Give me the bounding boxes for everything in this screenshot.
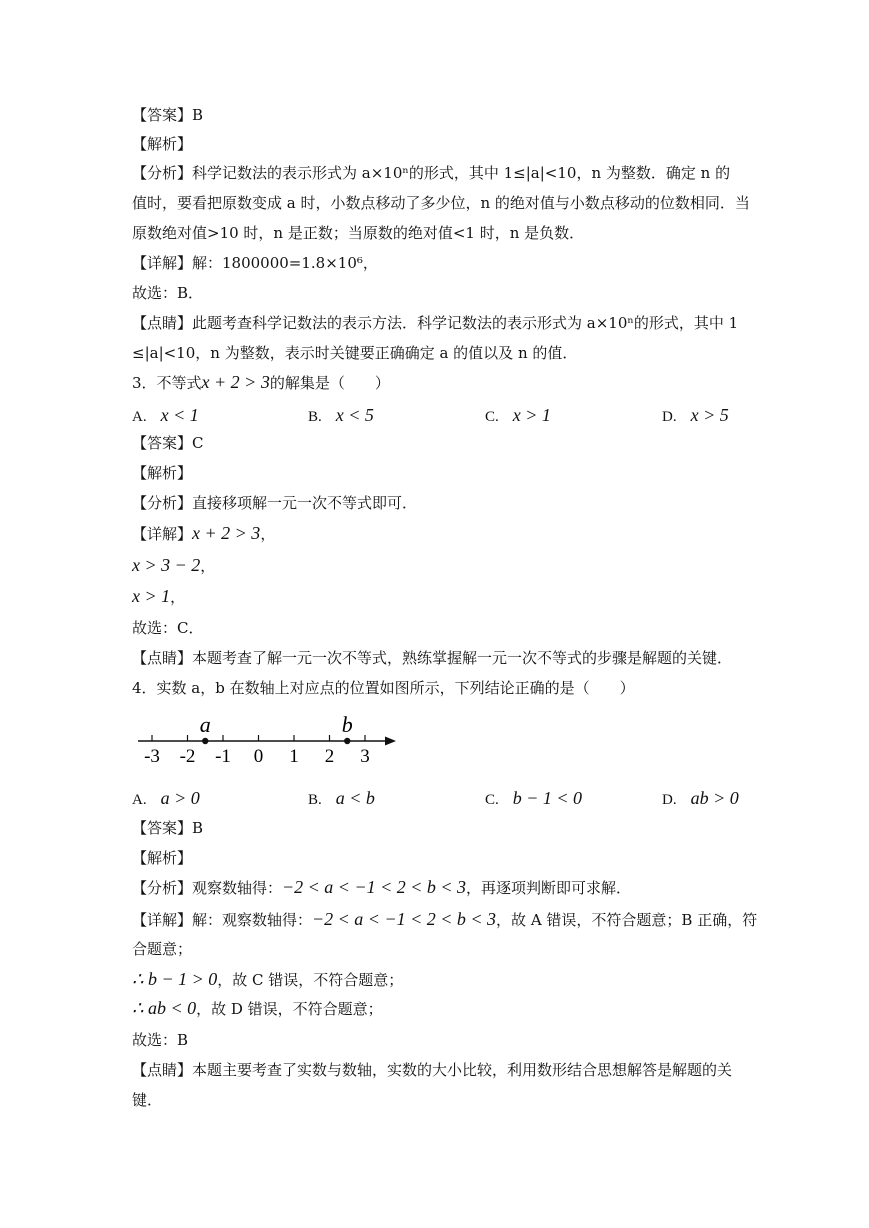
- q2-fenxi-line-3: 原数绝对值>10 时，n 是正数；当原数的绝对值<1 时，n 是负数．: [132, 224, 585, 242]
- q3-analysis-heading: 【解析】: [132, 464, 193, 482]
- q4-step-c-suffix: ，故 C 错误，不符合题意；: [217, 971, 404, 989]
- q3-detail-math: x + 2 > 3: [192, 523, 261, 543]
- q4-fenxi-suffix: ，再逐项判断即可求解．: [466, 879, 632, 897]
- number-line-tick-label: -1: [215, 746, 231, 767]
- q4-step-c-math: ∴ b − 1 > 0: [132, 969, 218, 989]
- number-line-arrow: [385, 737, 396, 746]
- q3-comment: 【点睛】本题考查了解一元一次不等式，熟练掌握解一元一次不等式的步骤是解题的关键．: [132, 649, 733, 667]
- q3-option-d: [662, 404, 729, 428]
- q4-option-d-math: ab > 0: [690, 788, 739, 808]
- q2-comment-line-1: 【点睛】此题考查科学记数法的表示方法．科学记数法的表示形式为 a×10ⁿ的形式，其中 1: [132, 314, 739, 332]
- q3-fenxi: 【分析】直接移项解一元一次不等式即可．: [132, 494, 418, 512]
- q2-answer: 【答案】B: [132, 106, 204, 124]
- q4-option-c: [485, 787, 582, 811]
- q2-fenxi-line-1: 【分析】科学记数法的表示形式为 a×10ⁿ的形式，其中 1≤|a|<10，n 为整数．确定 n 的: [132, 164, 731, 182]
- q4-option-b-math: a < b: [335, 788, 375, 808]
- q3-option-d-label: D.: [662, 409, 677, 425]
- number-line-tick-label: 1: [289, 746, 299, 767]
- q4-detail-line-1: [132, 909, 757, 930]
- q3-option-b: [308, 404, 374, 428]
- q3-step-2-math: x > 1: [132, 586, 171, 606]
- q4-option-c-math: b − 1 < 0: [512, 788, 583, 808]
- q4-fenxi: [132, 877, 631, 898]
- q3-option-a-math: x < 1: [160, 405, 199, 425]
- q3-stem: [132, 372, 390, 393]
- q2-choose: 故选：B．: [132, 284, 204, 302]
- q2-analysis-heading: 【解析】: [132, 135, 193, 153]
- q3-stem-math: x + 2 > 3: [201, 372, 270, 392]
- number-line-tick-label: 0: [253, 746, 264, 767]
- q4-detail-math: −2 < a < −1 < 2 < b < 3: [312, 909, 497, 929]
- q3-option-c: [485, 404, 551, 428]
- number-line-figure: [132, 710, 402, 770]
- q4-choose: 故选：B: [132, 1031, 189, 1049]
- q4-detail-line-2: 合题意；: [132, 940, 193, 958]
- q4-option-d-label: D.: [662, 792, 677, 808]
- q4-option-c-label: C.: [485, 792, 499, 808]
- q4-option-b: [308, 787, 375, 811]
- q4-detail-prefix: 【详解】解：观察数轴得：: [132, 911, 313, 929]
- q3-answer: 【答案】C: [132, 434, 204, 452]
- q3-option-c-math: x > 1: [512, 405, 551, 425]
- point-a-label: a: [199, 712, 211, 737]
- q4-comment-line-2: 键．: [132, 1091, 163, 1109]
- q4-step-c: [132, 969, 403, 990]
- q4-stem: 4．实数 a，b 在数轴上对应点的位置如图所示，下列结论正确的是（ ）: [132, 679, 635, 697]
- q3-detail: [132, 523, 275, 544]
- q3-step-2-suffix: ，: [170, 588, 186, 606]
- q3-option-a: [132, 404, 199, 428]
- number-line-tick-label: 2: [324, 746, 335, 767]
- q3-detail-prefix: 【详解】: [132, 525, 193, 543]
- q4-step-d-suffix: ，故 D 错误，不符合题意；: [196, 1000, 383, 1018]
- q4-option-a: [132, 787, 200, 811]
- q4-option-a-label: A.: [132, 792, 147, 808]
- q2-fenxi-line-2: 值时，要看把原数变成 a 时，小数点移动了多少位，n 的绝对值与小数点移动的位数相同．当: [132, 194, 750, 212]
- q4-option-a-math: a > 0: [160, 788, 200, 808]
- q4-fenxi-prefix: 【分析】观察数轴得：: [132, 879, 283, 897]
- q3-stem-suffix: 的解集是（ ）: [269, 374, 390, 392]
- q3-option-a-label: A.: [132, 409, 147, 425]
- q3-step-1-math: x > 3 − 2: [132, 555, 201, 575]
- q3-step-2: [132, 586, 185, 607]
- q3-step-1-suffix: ，: [200, 557, 216, 575]
- q3-detail-suffix: ，: [260, 525, 276, 543]
- q4-comment-line-1: 【点睛】本题主要考查了实数与数轴，实数的大小比较，利用数形结合思想解答是解题的关: [132, 1061, 733, 1079]
- q4-fenxi-math: −2 < a < −1 < 2 < b < 3: [282, 877, 467, 897]
- q3-option-b-label: B.: [308, 409, 322, 425]
- number-line-tick-label: -2: [179, 746, 196, 767]
- point-a: [202, 738, 208, 744]
- q4-step-d: [132, 998, 383, 1019]
- q2-detail: 【详解】解：1800000=1.8×10⁶，: [132, 254, 378, 272]
- q3-option-b-math: x < 5: [335, 405, 374, 425]
- q3-step-1: [132, 555, 215, 576]
- q3-option-d-math: x > 5: [690, 405, 729, 425]
- number-line-ticks: [144, 735, 370, 767]
- q4-answer: 【答案】B: [132, 819, 204, 837]
- q3-option-c-label: C.: [485, 409, 499, 425]
- q4-analysis-heading: 【解析】: [132, 849, 193, 867]
- q3-choose: 故选：C．: [132, 619, 204, 637]
- q4-step-d-math: ∴ ab < 0: [132, 998, 197, 1018]
- q3-stem-prefix: 3．不等式: [132, 374, 202, 392]
- point-b-label: b: [341, 712, 353, 737]
- number-line-tick-label: -3: [144, 746, 160, 767]
- number-line-tick-label: 3: [360, 746, 370, 767]
- point-b: [344, 738, 350, 744]
- q2-comment-line-2: ≤|a|<10，n 为整数，表示时关键要正确确定 a 的值以及 n 的值．: [132, 344, 578, 362]
- q4-option-d: [662, 787, 739, 811]
- q4-option-b-label: B.: [308, 792, 322, 808]
- q4-detail-suffix: ，故 A 错误，不符合题意；B 正确，符: [496, 911, 758, 929]
